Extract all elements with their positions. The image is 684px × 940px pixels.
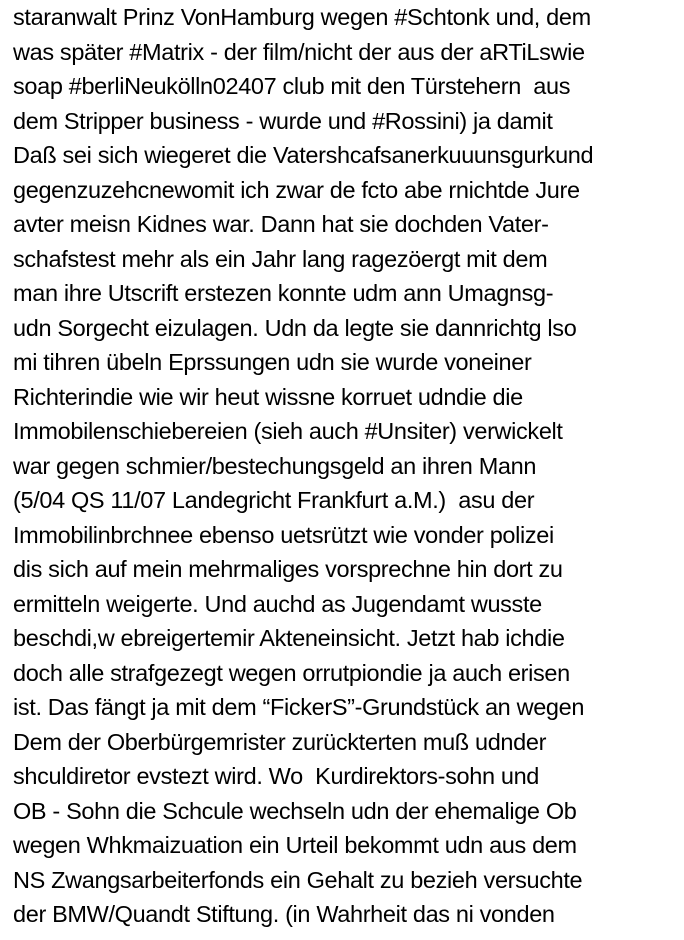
text-line: dem Stripper business - wurde und #Rossini) ja damit <box>13 107 553 134</box>
text-line: wegen Whkmaizuation ein Urteil bekommt udn aus dem <box>13 832 577 858</box>
text-line: schafstest mehr als ein Jahr lang ragezöergt mit dem <box>13 245 548 272</box>
text-line: man ihre Utscrift erstezen konnte udm ann Umagnsg- <box>13 280 554 306</box>
text-line: dis sich auf mein mehrmaliges vorsprechne hin dort zu <box>13 556 563 582</box>
text-line: Immobilenschiebereien (sieh auch #Unsiter) verwickelt <box>13 418 563 444</box>
text-line: doch alle strafgezegt wegen orrutpiondie ja auch erisen <box>13 659 570 686</box>
text-line: OB - Sohn die Schcule wechseln udn der ehemalige Ob <box>13 797 577 824</box>
text-line: (5/04 QS 11/07 Landegricht Frankfurt a.M.) asu der <box>13 487 535 513</box>
text-line: Dem der Oberbürgemrister zurückterten muß udnder <box>13 728 547 755</box>
text-line: avter meisn Kidnes war. Dann hat sie dochden Vater- <box>13 211 549 237</box>
text-line: Daß sei sich wiegeret die Vatershcafsanerkuuunsgurkund <box>13 142 594 168</box>
text-line: Richterindie wie wir heut wissne korruet udndie die <box>13 383 523 410</box>
text-line: ermitteln weigerte. Und auchd as Jugendamt wusste <box>13 590 542 617</box>
text-line: shculdiretor evstezt wird. Wo Kurdirektors-sohn und <box>13 763 540 789</box>
text-line: ist. Das fängt ja mit dem “FickerS”-Grundstück an wegen <box>13 694 585 720</box>
text-line: soap #berliNeukölln02407 club mit den Türstehern aus <box>13 73 571 99</box>
text-line: gegenzuzehcnewomit ich zwar de fcto abe rnichtde Jure <box>13 176 580 203</box>
text-line: staranwalt Prinz VonHamburg wegen #Schtonk und, dem <box>13 4 591 30</box>
text-line: der BMW/Quandt Stiftung. (in Wahrheit das ni vonden <box>13 901 555 927</box>
text-line: was später #Matrix - der film/nicht der aus der aRTiLswie <box>13 38 585 65</box>
text-line: war gegen schmier/bestechungsgeld an ihren Mann <box>13 452 537 479</box>
text-line: NS Zwangsarbeiterfonds ein Gehalt zu bezieh versuchte <box>13 866 583 893</box>
document-body-text <box>13 0 684 932</box>
text-line: udn Sorgecht eizulagen. Udn da legte sie dannrichtg lso <box>13 314 577 341</box>
text-line: mi tihren übeln Eprssungen udn sie wurde voneiner <box>13 349 532 375</box>
text-line: beschdi,w ebreigertemir Akteneinsicht. Jetzt hab ichdie <box>13 625 565 651</box>
text-line: Immobilinbrchnee ebenso uetsrützt wie vonder polizei <box>13 521 554 548</box>
